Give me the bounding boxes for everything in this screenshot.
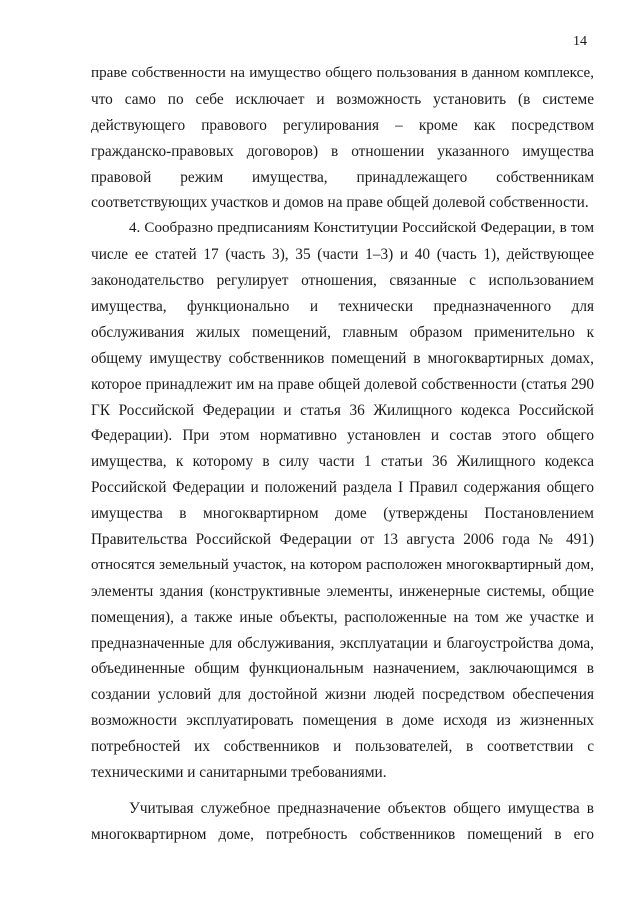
page-number: 14 <box>573 34 587 49</box>
text-line: числе ее статей 17 (часть 3), 35 (части 1–3) и 40 (часть 1), действующее <box>91 246 594 264</box>
text-line: Правительства Российской Федерации от 13 августа 2006 года № 491) <box>91 531 594 549</box>
text-line: соответствующих участков и домов на праве общей долевой собственности. <box>91 194 589 212</box>
text-line: Российской Федерации и положений раздела I Правил содержания общего <box>91 479 594 497</box>
text-line: общему имуществу собственников помещений в многоквартирных домах, <box>91 349 594 367</box>
text-line: имущества, к которому в силу части 1 статьи 36 Жилищного кодекса <box>91 453 594 471</box>
paragraph-spacing <box>91 786 594 796</box>
text-line: элементы здания (конструктивные элементы, инженерные системы, общие <box>91 582 594 600</box>
text-line: создании условий для достойной жизни людей посредством обеспечения <box>91 686 594 704</box>
text-line: праве собственности на имущество общего пользования в данном комплексе, <box>91 65 594 81</box>
text-line: многоквартирном доме, потребность собственников помещений в его <box>91 825 594 843</box>
text-line: техническими и санитарными требованиями. <box>91 764 387 782</box>
text-line: 4. Сообразно предписаниям Конституции Российской Федерации, в том <box>129 220 594 237</box>
text-line: имущества, функционально и технически предназначенного для <box>91 298 594 316</box>
text-line: имущества в многоквартирном доме (утверждены Постановлением <box>91 505 594 523</box>
document-body <box>91 61 594 848</box>
text-line: действующего правового регулирования – кроме как посредством <box>91 116 594 134</box>
text-line: возможности эксплуатировать помещения в доме исходя из жизненных <box>91 712 594 730</box>
text-line: объединенные общим функциональным назначением, заключающимся в <box>91 660 594 678</box>
text-line: Учитывая служебное предназначение объектов общего имущества в <box>129 799 594 817</box>
paragraph-1 <box>91 61 594 216</box>
text-line: относятся земельный участок, на котором расположен многоквартирный дом, <box>91 556 594 573</box>
text-line: обслуживания жилых помещений, главным образом применительно к <box>91 323 594 341</box>
text-line: которое принадлежит им на праве общей долевой собственности (статья 290 <box>91 375 594 393</box>
text-line: помещения), а также иные объекты, расположенные на том же участке и <box>91 608 594 626</box>
paragraph-3 <box>91 796 594 848</box>
text-line: правовой режим имущества, принадлежащего собственникам <box>91 168 594 186</box>
text-line: Федерации). При этом нормативно установлен и состав этого общего <box>91 427 594 445</box>
text-line: потребностей их собственников и пользователей, в соответствии с <box>91 738 594 756</box>
text-line: законодательство регулирует отношения, связанные с использованием <box>91 272 594 290</box>
paragraph-2 <box>91 216 594 786</box>
text-line: гражданско-правовых договоров) в отношении указанного имущества <box>91 142 594 160</box>
text-line: предназначенные для обслуживания, эксплуатации и благоустройства дома, <box>91 634 594 652</box>
text-line: ГК Российской Федерации и статья 36 Жилищного кодекса Российской <box>91 401 594 419</box>
text-line: что само по себе исключает и возможность установить (в системе <box>91 90 594 108</box>
